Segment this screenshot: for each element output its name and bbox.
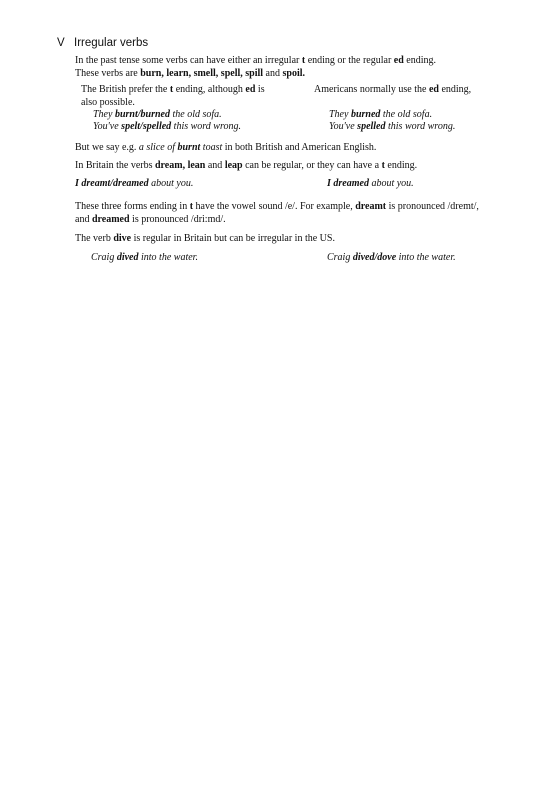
text: and xyxy=(75,213,92,225)
text: this word wrong. xyxy=(385,121,456,132)
american-example-1 xyxy=(329,109,432,122)
text: They xyxy=(93,109,115,120)
dream-paragraph xyxy=(75,160,515,173)
dive-paragraph xyxy=(75,233,515,246)
bold-text: ed xyxy=(428,84,439,95)
text: ending or the regular xyxy=(305,55,394,66)
text: and xyxy=(263,67,283,79)
text: into the water. xyxy=(396,252,456,263)
dive-example-american xyxy=(327,252,456,265)
dive-example-british xyxy=(91,252,198,265)
text: into the water. xyxy=(138,252,198,263)
british-example-2 xyxy=(93,121,241,134)
bold-italic-text: burnt xyxy=(177,142,201,153)
bold-text: dream, lean xyxy=(154,160,206,171)
british-note xyxy=(81,84,301,109)
text: this word wrong. xyxy=(171,121,242,132)
text: have the vowel sound /e/. For example, xyxy=(193,201,356,212)
bold-text: burn, learn, smell, spell, spill xyxy=(140,67,264,79)
text: ending, although xyxy=(173,84,246,95)
text: These three forms ending in xyxy=(75,201,190,212)
vowel-line-1 xyxy=(75,201,525,214)
section-heading xyxy=(57,37,148,49)
text: The British prefer the xyxy=(81,84,170,95)
bold-text: dive xyxy=(113,233,132,244)
bold-text: I dreamt/dreamed xyxy=(75,178,149,189)
text: In Britain the verbs xyxy=(75,160,155,171)
text: is pronounced /dri:md/. xyxy=(129,213,226,225)
text: is pronounced /dremt/, xyxy=(386,201,479,212)
bold-text: t xyxy=(169,84,174,95)
bold-text: spelt/spelled xyxy=(121,121,172,132)
text: Americans normally use the xyxy=(314,84,429,95)
bold-text: t xyxy=(381,160,385,171)
italic-text: toast xyxy=(200,142,223,153)
text: You've xyxy=(329,121,358,132)
text: Craig xyxy=(327,252,353,263)
text: But we say e.g. xyxy=(75,142,139,153)
bold-text: burnt/burned xyxy=(114,109,170,120)
text: and xyxy=(205,160,225,171)
british-line-2: also possible. xyxy=(81,96,135,108)
burnt-toast-paragraph xyxy=(75,142,515,155)
section-letter: V xyxy=(57,37,65,49)
bold-text: t xyxy=(189,201,194,212)
text: In the past tense some verbs can have either an irregular xyxy=(75,55,302,66)
text: about you. xyxy=(148,178,194,189)
text: can be regular, or they can have a xyxy=(242,160,382,171)
text: They xyxy=(329,109,351,120)
vowel-line-2 xyxy=(75,214,525,227)
text: about you. xyxy=(368,178,414,189)
american-note xyxy=(314,84,514,97)
british-example-1 xyxy=(93,109,222,122)
intro-line-1 xyxy=(75,55,515,68)
intro-line-2 xyxy=(75,68,515,81)
vowel-paragraph xyxy=(75,201,525,226)
bold-text: burned xyxy=(350,109,381,120)
text: the old sofa. xyxy=(380,109,433,120)
british-line-1 xyxy=(81,84,301,97)
text: ending, xyxy=(438,84,472,95)
text: The verb xyxy=(75,233,114,244)
bold-text: spoil. xyxy=(282,67,306,79)
text: ending. xyxy=(384,160,418,171)
section-title: Irregular verbs xyxy=(74,37,149,49)
text: in both British and American English. xyxy=(222,142,377,153)
text: is regular in Britain but can be irregular in the US. xyxy=(131,233,335,244)
dream-example-british xyxy=(75,178,193,191)
text: the old sofa. xyxy=(169,109,222,120)
american-example-2 xyxy=(329,121,455,134)
dream-example-american xyxy=(327,178,414,191)
text: Craig xyxy=(91,252,117,263)
bold-text: spelled xyxy=(357,121,386,132)
italic-text: a slice of xyxy=(138,142,178,153)
text: ending. xyxy=(403,55,437,66)
bold-text: leap xyxy=(224,160,243,171)
bold-text: t xyxy=(301,55,306,66)
bold-text: dreamt xyxy=(355,201,387,212)
intro-paragraph xyxy=(75,55,515,80)
text: These verbs are xyxy=(75,67,141,79)
bold-text: I dreamed xyxy=(327,178,369,189)
text: is xyxy=(255,84,265,95)
bold-text: dived xyxy=(116,252,139,263)
bold-text: dived/dove xyxy=(352,252,397,263)
text: You've xyxy=(93,121,122,132)
bold-text: dreamed xyxy=(91,213,130,225)
bold-text: ed xyxy=(393,55,404,66)
bold-text: ed xyxy=(245,84,256,95)
